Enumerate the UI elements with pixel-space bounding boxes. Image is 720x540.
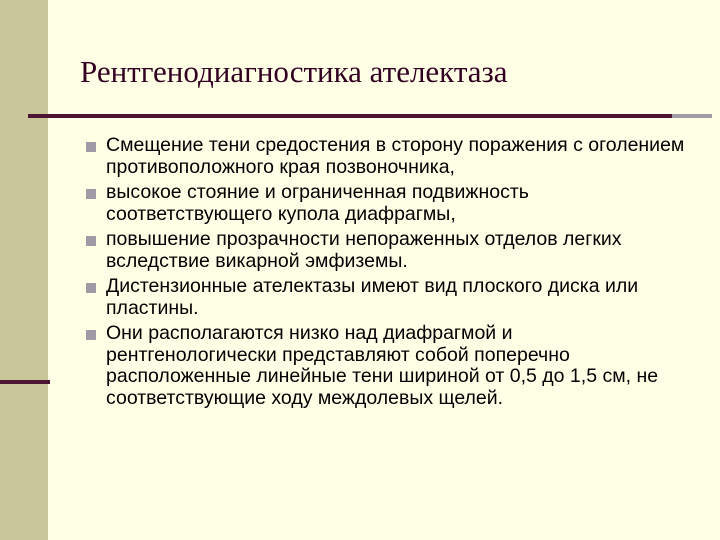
square-bullet-icon [86,142,96,152]
bullet-text: Они располагаются низко над диафрагмой и рентгенологически представляют собой поперечно расположенные линейные тени шириной от 0,5 до 1,5 см, не соответствующие ходу междолевых щелей. [106,322,659,409]
title-rule-accent [672,114,712,118]
square-bullet-icon [86,189,96,199]
bullet-text: повышение прозрачности непораженных отделов легких вследствие викарной эмфиземы. [106,228,622,272]
bullet-item [86,182,686,225]
square-bullet-icon [86,283,96,293]
side-divider [0,380,50,384]
bullet-text: Смещение тени средостения в сторону поражения с оголением противоположного края позвоночника, [106,134,685,178]
title-rule [28,114,680,118]
slide-title: Рентгенодиагностика ателектаза [80,54,508,89]
bullet-item [86,229,686,272]
bullet-item [86,276,686,319]
bullet-item [86,323,686,409]
bullet-text: Дистензионные ателектазы имеют вид плоского диска или пластины. [106,275,639,319]
square-bullet-icon [86,236,96,246]
bullet-item [86,135,686,178]
bullet-list [86,135,686,413]
square-bullet-icon [86,330,96,340]
bullet-text: высокое стояние и ограниченная подвижность соответствующего купола диафрагмы, [106,181,529,225]
side-band [0,0,48,540]
